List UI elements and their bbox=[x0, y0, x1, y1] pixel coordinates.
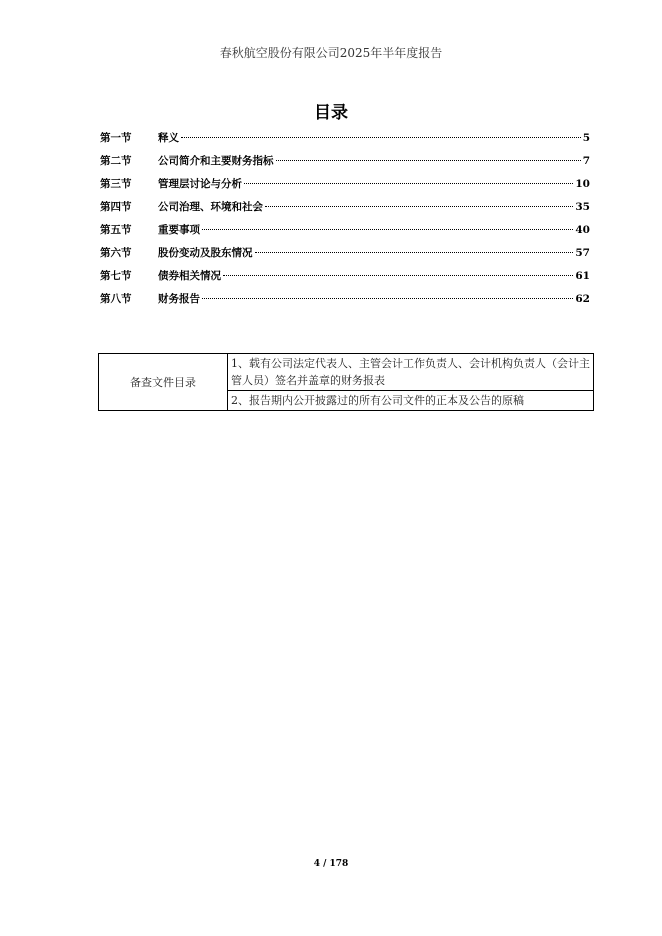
reference-document-item: 1、载有公司法定代表人、主管会计工作负责人、会计机构负责人（会计主管人员）签名并盖章的财务报表 bbox=[228, 354, 594, 391]
toc-section-title: 释义 bbox=[158, 132, 179, 144]
toc-leader-dots bbox=[181, 137, 581, 138]
toc-section-number: 第八节 bbox=[100, 293, 132, 305]
toc-section-number: 第三节 bbox=[100, 178, 132, 190]
reference-document-item: 2、报告期内公开披露过的所有公司文件的正本及公告的原稿 bbox=[228, 391, 594, 411]
page-number-footer: 4 / 178 bbox=[313, 859, 349, 869]
toc-page-number: 10 bbox=[575, 178, 590, 190]
toc-entry-5[interactable] bbox=[100, 222, 590, 245]
toc-entry-3[interactable] bbox=[100, 176, 590, 199]
toc-page-number: 5 bbox=[582, 132, 590, 144]
toc-page-number: 7 bbox=[582, 155, 590, 167]
toc-leader-dots bbox=[265, 206, 573, 207]
toc-page-number: 35 bbox=[575, 201, 590, 213]
toc-leader-dots bbox=[255, 252, 574, 253]
toc-entry-1[interactable] bbox=[100, 130, 590, 153]
toc-title: 目录 bbox=[314, 103, 348, 123]
toc-entry-7[interactable] bbox=[100, 268, 590, 291]
table-of-contents bbox=[100, 130, 590, 314]
toc-section-number: 第五节 bbox=[100, 224, 132, 236]
toc-entry-8[interactable] bbox=[100, 291, 590, 314]
toc-page-number: 40 bbox=[575, 224, 590, 236]
toc-leader-dots bbox=[276, 160, 581, 161]
toc-page-number: 57 bbox=[575, 247, 590, 259]
toc-leader-dots bbox=[202, 229, 573, 230]
toc-page-number: 61 bbox=[575, 270, 590, 282]
toc-section-number: 第七节 bbox=[100, 270, 132, 282]
toc-section-number: 第二节 bbox=[100, 155, 132, 167]
toc-leader-dots bbox=[244, 183, 573, 184]
toc-entry-4[interactable] bbox=[100, 199, 590, 222]
toc-section-title: 重要事项 bbox=[158, 224, 200, 236]
toc-section-number: 第一节 bbox=[100, 132, 132, 144]
toc-section-title: 公司治理、环境和社会 bbox=[158, 201, 263, 213]
toc-section-title: 股份变动及股东情况 bbox=[158, 247, 253, 259]
toc-section-title: 管理层讨论与分析 bbox=[158, 178, 242, 190]
reference-documents-label: 备查文件目录 bbox=[99, 354, 228, 411]
reference-documents-table bbox=[98, 353, 594, 411]
toc-leader-dots bbox=[223, 275, 573, 276]
toc-section-title: 公司简介和主要财务指标 bbox=[158, 155, 274, 167]
toc-entry-6[interactable] bbox=[100, 245, 590, 268]
toc-page-number: 62 bbox=[575, 293, 590, 305]
toc-section-title: 债券相关情况 bbox=[158, 270, 221, 282]
toc-section-number: 第六节 bbox=[100, 247, 132, 259]
toc-entry-2[interactable] bbox=[100, 153, 590, 176]
table-row bbox=[99, 354, 594, 391]
report-header: 春秋航空股份有限公司2025年半年度报告 bbox=[219, 46, 443, 60]
toc-section-title: 财务报告 bbox=[158, 293, 200, 305]
toc-leader-dots bbox=[202, 298, 573, 299]
toc-section-number: 第四节 bbox=[100, 201, 132, 213]
